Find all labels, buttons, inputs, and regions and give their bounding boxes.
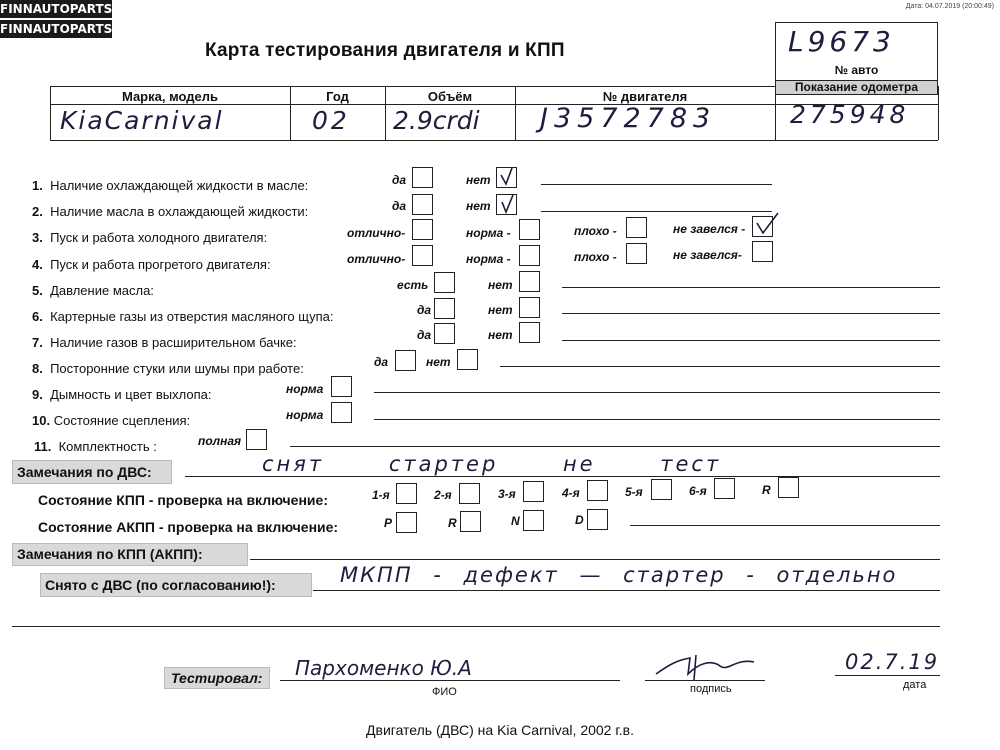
option-ne-zavelsya: не завелся- <box>673 248 742 262</box>
dvs-remarks-value: снят стартер не тест <box>262 452 722 476</box>
check-1: 1. Наличие охлаждающей жидкости в масле: <box>32 178 309 193</box>
auto-number-box <box>775 22 938 80</box>
brand-logo: FINNAUTOPARTS <box>0 2 113 16</box>
option-net: нет <box>488 328 513 342</box>
signature-line[interactable] <box>645 680 765 681</box>
option-da: да <box>417 328 432 342</box>
akpp-label: Состояние АКПП - проверка на включение: <box>38 519 339 535</box>
removed-line[interactable] <box>313 590 940 591</box>
option-norma: норма <box>286 408 324 422</box>
checkbox-11-polnaya[interactable] <box>246 429 267 450</box>
mode-label: P <box>384 516 393 530</box>
mode-r-checkbox[interactable] <box>460 511 481 532</box>
gear-label: R <box>762 483 771 497</box>
divider <box>50 86 51 140</box>
date-label: дата <box>903 679 927 691</box>
tester-value: Пархоменко Ю.А <box>295 656 472 680</box>
option-net: нет <box>488 303 513 317</box>
header-top-line <box>50 86 775 88</box>
extra-line-1[interactable] <box>12 626 940 627</box>
year-value: 02 <box>312 106 350 135</box>
answer-line-1[interactable] <box>541 184 772 185</box>
option-ne-zavelsya: не завелся - <box>673 222 746 236</box>
gear-label: 1-я <box>372 488 390 502</box>
mode-label: D <box>575 513 584 527</box>
header-bottom-line <box>50 140 938 141</box>
header-volume: Объём <box>427 89 473 104</box>
gear-1-checkbox[interactable] <box>396 483 417 504</box>
check-mark-icon <box>498 166 518 188</box>
check-3: 3. Пуск и работа холодного двигателя: <box>32 230 268 245</box>
checkbox-7-net[interactable] <box>519 322 540 343</box>
checkbox-9-norma[interactable] <box>331 376 352 397</box>
answer-line-5[interactable] <box>562 287 940 288</box>
signature-label: подпись <box>690 683 732 695</box>
option-da: да <box>392 199 407 213</box>
form-title: Карта тестирования двигателя и КПП <box>205 40 565 61</box>
odometer-label: Показание одометра <box>775 80 938 95</box>
auto-number-value: L9673 <box>788 25 895 58</box>
date-line[interactable] <box>835 675 940 676</box>
auto-number-label: № авто <box>834 63 879 77</box>
option-net: нет <box>488 278 513 292</box>
checkbox-8-da[interactable] <box>395 350 416 371</box>
check-8: 8. Посторонние стуки или шумы при работе: <box>32 361 304 376</box>
kpp-remarks-line[interactable] <box>250 559 940 560</box>
mode-d-checkbox[interactable] <box>587 509 608 530</box>
odometer-value: 275948 <box>790 100 910 129</box>
checkbox-4-plokho[interactable] <box>626 243 647 264</box>
option-otlichno: отлично- <box>347 252 406 266</box>
answer-line-2[interactable] <box>541 211 772 212</box>
volume-value: 2.9crdi <box>393 106 480 135</box>
date-stamp: Дата: 04.07.2019 (20:00:49) <box>905 3 994 10</box>
checkbox-7-da[interactable] <box>434 323 455 344</box>
checkbox-1-da[interactable] <box>412 167 433 188</box>
option-est: есть <box>397 278 429 292</box>
gear-5-checkbox[interactable] <box>651 479 672 500</box>
option-plokho: плохо - <box>574 250 617 264</box>
akpp-line[interactable] <box>630 525 940 526</box>
divider <box>938 86 939 140</box>
answer-line-10[interactable] <box>374 419 940 420</box>
gear-label: 6-я <box>689 484 707 498</box>
check-9: 9. Дымность и цвет выхлопа: <box>32 387 212 402</box>
answer-line-9[interactable] <box>374 392 940 393</box>
checkbox-4-ne-zavelsya[interactable] <box>752 241 773 262</box>
gear-4-checkbox[interactable] <box>587 480 608 501</box>
option-net: нет <box>426 355 451 369</box>
gear-label: 2-я <box>434 488 452 502</box>
check-2: 2. Наличие масла в охлаждающей жидкости: <box>32 204 309 219</box>
option-norma: норма - <box>466 252 511 266</box>
option-norma: норма <box>286 382 324 396</box>
tested-label: Тестировал: <box>164 667 270 689</box>
checkbox-6-net[interactable] <box>519 297 540 318</box>
date-value: 02.7.19 <box>845 650 940 674</box>
removed-value: МКПП - дефект — стартер - отдельно <box>340 563 898 587</box>
header-engine-no: № двигателя <box>602 89 688 104</box>
check-mark-icon <box>754 211 780 237</box>
mode-label: N <box>511 514 520 528</box>
gear-r-checkbox[interactable] <box>778 477 799 498</box>
checkbox-8-net[interactable] <box>457 349 478 370</box>
option-da: да <box>392 173 407 187</box>
gear-2-checkbox[interactable] <box>459 483 480 504</box>
fio-line[interactable] <box>280 680 620 681</box>
dvs-remarks-line[interactable] <box>185 476 940 477</box>
option-da: да <box>374 355 389 369</box>
brand-logo-2: FINNAUTOPARTS <box>0 22 113 36</box>
answer-line-8[interactable] <box>500 366 940 367</box>
kpp-label: Состояние КПП - проверка на включение: <box>38 492 328 508</box>
fio-label: ФИО <box>432 686 457 698</box>
checkbox-3-otlichno[interactable] <box>412 219 433 240</box>
dvs-remarks-label: Замечания по ДВС: <box>12 460 172 484</box>
option-net: нет <box>466 173 491 187</box>
mode-label: R <box>448 516 457 530</box>
gear-label: 3-я <box>498 487 516 501</box>
check-10: 10. Состояние сцепления: <box>32 413 191 428</box>
check-11: 11. Комплектность : <box>34 439 157 454</box>
checkbox-5-net[interactable] <box>519 271 540 292</box>
option-otlichno: отлично- <box>347 226 406 240</box>
engine-no-value: J3572783 <box>540 103 717 134</box>
answer-line-6[interactable] <box>562 313 940 314</box>
checkbox-6-da[interactable] <box>434 298 455 319</box>
gear-label: 5-я <box>625 485 643 499</box>
check-5: 5. Давление масла: <box>32 283 154 298</box>
checkbox-2-da[interactable] <box>412 194 433 215</box>
option-norma: норма - <box>466 226 511 240</box>
removed-label: Снято с ДВС (по согласованию!): <box>40 573 312 597</box>
checkbox-5-est[interactable] <box>434 272 455 293</box>
make-model-value: KiaCarnival <box>60 106 224 135</box>
mode-n-checkbox[interactable] <box>523 510 544 531</box>
divider <box>385 86 386 140</box>
option-polnaya: полная <box>198 434 242 448</box>
header-year: Год <box>326 89 349 104</box>
gear-3-checkbox[interactable] <box>523 481 544 502</box>
checkbox-3-norma[interactable] <box>519 219 540 240</box>
image-caption: Двигатель (ДВС) на Kia Carnival, 2002 г.в. <box>366 722 634 738</box>
mode-p-checkbox[interactable] <box>396 512 417 533</box>
option-net: нет <box>466 199 491 213</box>
divider <box>775 86 776 140</box>
header-make-model: Марка, модель <box>121 89 219 104</box>
checkbox-3-plokho[interactable] <box>626 217 647 238</box>
check-7: 7. Наличие газов в расширительном бачке: <box>32 335 297 350</box>
gear-6-checkbox[interactable] <box>714 478 735 499</box>
option-plokho: плохо - <box>574 224 617 238</box>
check-mark-icon <box>500 192 520 216</box>
gear-label: 4-я <box>562 486 580 500</box>
divider <box>515 86 516 140</box>
answer-line-11[interactable] <box>290 446 940 447</box>
check-6: 6. Картерные газы из отверстия масляного щупа: <box>32 309 334 324</box>
check-4: 4. Пуск и работа прогретого двигателя: <box>32 257 271 272</box>
option-da: да <box>417 303 432 317</box>
answer-line-7[interactable] <box>562 340 940 341</box>
checkbox-10-norma[interactable] <box>331 402 352 423</box>
checkbox-4-otlichno[interactable] <box>412 245 433 266</box>
checkbox-4-norma[interactable] <box>519 245 540 266</box>
divider <box>290 86 291 140</box>
kpp-remarks-label: Замечания по КПП (АКПП): <box>12 543 248 566</box>
